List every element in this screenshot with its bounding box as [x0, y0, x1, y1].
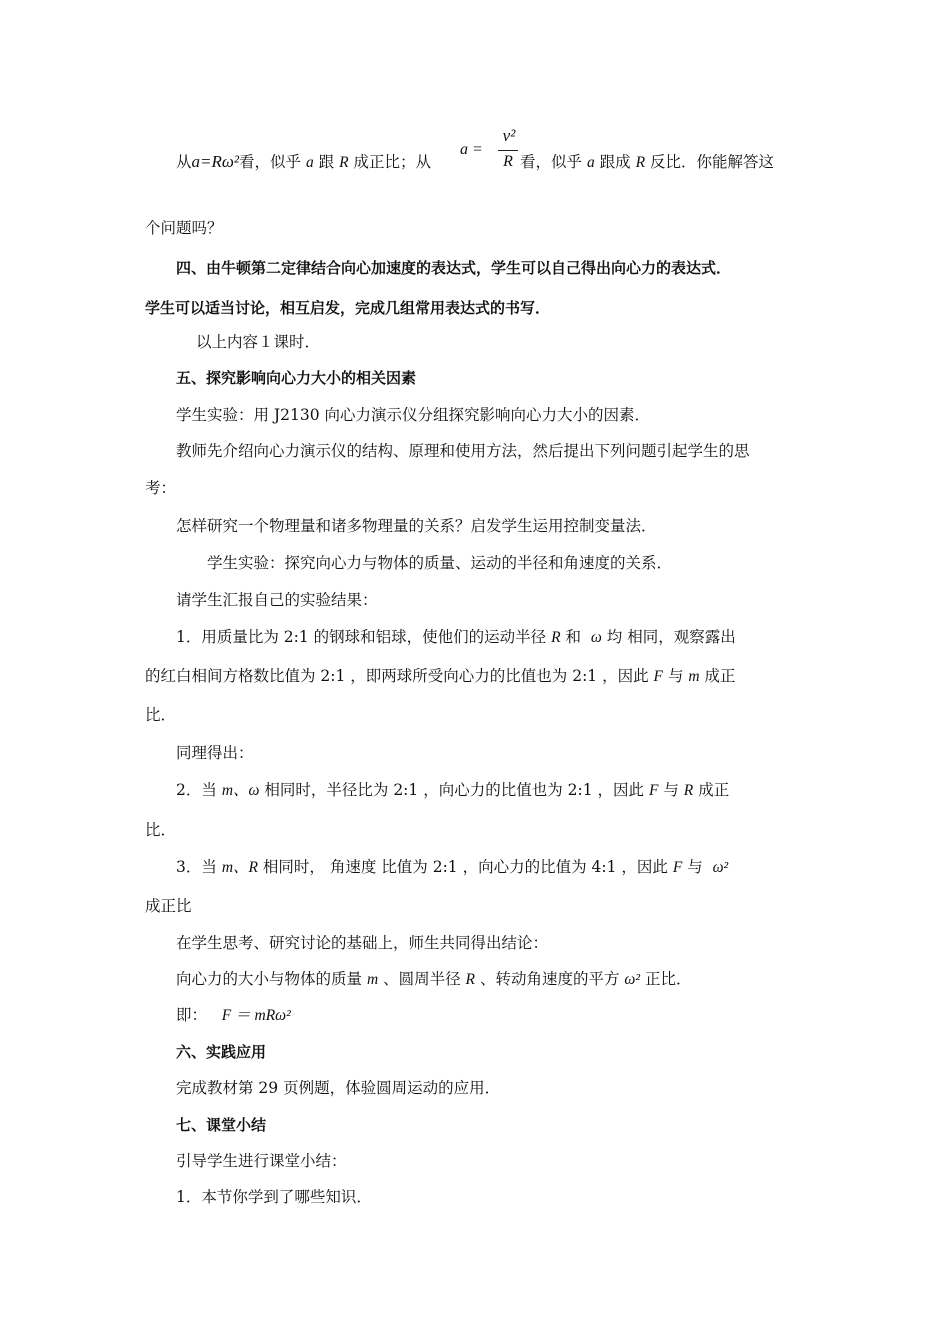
- var-a: a: [305, 154, 314, 171]
- paragraph-line: 怎样研究一个物理量和诸多物理量的关系？启发学生运用控制变量法．: [176, 517, 657, 535]
- result-1-line: [176, 627, 736, 648]
- var-f: F: [672, 859, 683, 876]
- text: 和: [565, 628, 582, 646]
- paragraph-line: 教师先介绍向心力演示仪的结构、原理和使用方法，然后提出下列问题引起学生的思: [176, 442, 750, 460]
- note-hours: 以上内容１课时．: [196, 333, 321, 351]
- text: 的红白相间方格数比值为 2:1 ，即两球所受向心力的比值也为 2:1 ，因此: [145, 667, 649, 685]
- var-m-omega: m、ω: [221, 782, 260, 799]
- result-1-line: [145, 666, 736, 687]
- fraction-denominator: R: [503, 153, 513, 170]
- paragraph-line: 考：: [145, 479, 177, 497]
- formula-a-r-omega: a=Rω²: [191, 152, 239, 171]
- result-3-line: [176, 857, 728, 878]
- text: 从: [176, 153, 192, 171]
- var-m-r: m、R: [221, 859, 258, 876]
- text: 向心力的大小与物体的质量: [176, 970, 363, 988]
- fraction-numerator: v²: [502, 126, 516, 145]
- formula-lhs: a =: [460, 141, 483, 158]
- text: 2．当: [176, 781, 217, 799]
- section-5-heading: 五、探究影响向心力大小的相关因素: [176, 369, 417, 387]
- fraction-bar: [498, 150, 518, 151]
- paragraph-line: 引导学生进行课堂小结：: [176, 1152, 347, 1170]
- text: 3．当: [176, 858, 217, 876]
- text: 与: [687, 858, 703, 876]
- text: 正比．: [644, 970, 692, 988]
- text: 跟成: [599, 153, 631, 171]
- var-omega: ω: [590, 629, 602, 646]
- paragraph-line: 学生实验：用 J2130 向心力演示仪分组探究影响向心力大小的因素．: [176, 406, 651, 424]
- text: 成正比；从: [353, 153, 431, 171]
- formula-line: [176, 1005, 291, 1026]
- result-2-line: 比．: [145, 821, 177, 839]
- var-r: R: [683, 782, 694, 799]
- text: 看，似乎: [238, 153, 301, 171]
- text: 、圆周半径: [383, 970, 461, 988]
- var-f: F: [648, 782, 659, 799]
- paragraph-line: [520, 152, 774, 173]
- var-r: R: [465, 971, 476, 988]
- text: 均 相同，观察露出: [606, 628, 736, 646]
- result-3-line: 成正比: [145, 897, 192, 915]
- text: 成正: [704, 667, 736, 685]
- var-omega-squared: ω²: [712, 859, 729, 876]
- text: 、转动角速度的平方: [479, 970, 620, 988]
- result-1-line: 比．: [145, 706, 177, 724]
- result-2-line: [176, 780, 729, 801]
- section-4-heading-cont: 学生可以适当讨论，相互启发，完成几组常用表达式的书写．: [145, 299, 551, 317]
- text: 成正: [698, 781, 730, 799]
- var-omega-squared: ω²: [624, 971, 640, 988]
- var-m: m: [366, 971, 379, 988]
- paragraph-line: 在学生思考、研究讨论的基础上，师生共同得出结论：: [176, 934, 549, 952]
- summary-item: 1．本节你学到了哪些知识．: [176, 1188, 372, 1206]
- var-r: R: [339, 154, 349, 171]
- section-6-heading: 六、实践应用: [176, 1043, 267, 1061]
- paragraph-line: 同理得出：: [176, 744, 254, 762]
- text: 与: [667, 667, 684, 685]
- var-f: F: [653, 668, 664, 685]
- paragraph-line: [176, 152, 431, 173]
- text: 相同时，半径比为 2:1 ，向心力的比值也为 2:1 ，因此: [264, 781, 644, 799]
- paragraph-line: 学生实验：探究向心力与物体的质量、运动的半径和角速度的关系．: [207, 554, 673, 572]
- text: 跟: [318, 153, 335, 171]
- conclusion-line: [176, 969, 691, 990]
- text: 与: [663, 781, 679, 799]
- section-4-heading: 四、由牛顿第二定律结合向心加速度的表达式，学生可以自己得出向心力的表达式．: [176, 259, 732, 277]
- text: 看，似乎: [520, 153, 583, 171]
- var-a: a: [586, 154, 595, 171]
- var-m: m: [688, 668, 700, 685]
- paragraph-line: 请学生汇报自己的实验结果：: [176, 591, 378, 609]
- section-7-heading: 七、课堂小结: [176, 1116, 267, 1134]
- text: 相同时， 角速度 比值为 2:1 ，向心力的比值为 4:1 ，因此: [262, 858, 668, 876]
- text: 1．用质量比为 2:1 的钢球和铝球，使他们的运动半径: [176, 628, 547, 646]
- var-r: R: [551, 629, 561, 646]
- formula-f-mr-omega: F ＝ mRω²: [221, 1007, 291, 1024]
- var-r: R: [635, 154, 646, 171]
- paragraph-line: 个问题吗？: [145, 219, 223, 237]
- paragraph-line: 完成教材第 29 页例题，体验圆周运动的应用．: [176, 1079, 501, 1097]
- formula-label: 即：: [176, 1006, 208, 1024]
- text: 反比．你能解答这: [650, 153, 775, 171]
